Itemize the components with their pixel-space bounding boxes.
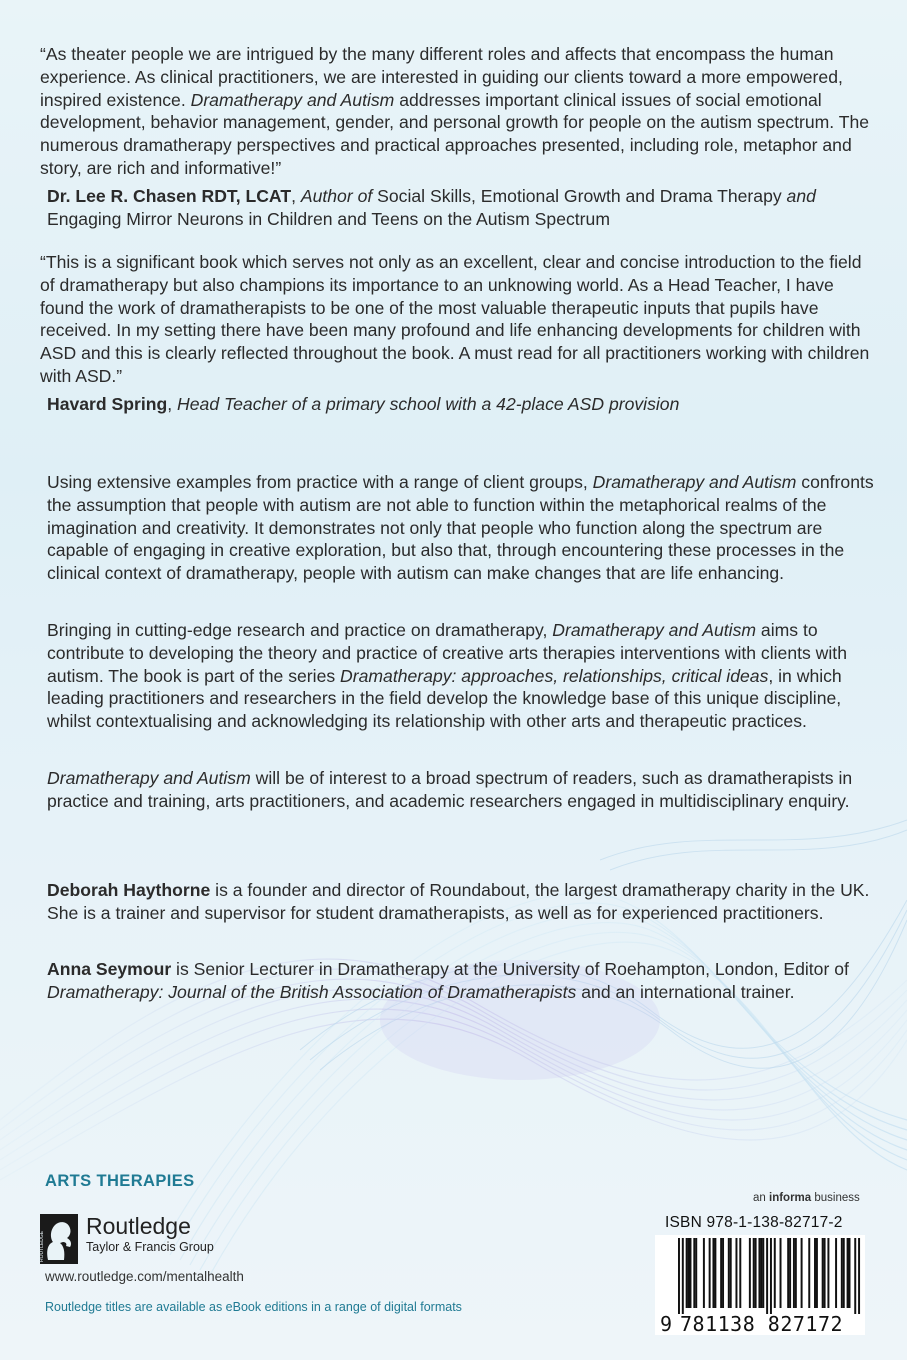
book-title: Dramatherapy and Autism — [592, 472, 797, 492]
barcode-bar — [720, 1238, 722, 1308]
barcode-bar — [789, 1238, 791, 1308]
publisher-name: Routledge — [86, 1213, 191, 1239]
endorsement-quote-1 — [40, 43, 880, 230]
text: Bringing in cutting-edge research and practice on dramatherapy, — [47, 620, 553, 640]
barcode-bar — [755, 1238, 757, 1308]
barcode-bar — [762, 1238, 764, 1308]
barcode-bar — [682, 1238, 684, 1314]
informa-suffix: business — [811, 1192, 860, 1204]
endorser-name: Dr. Lee R. Chasen RDT, LCAT — [47, 185, 292, 206]
barcode-bar — [814, 1238, 816, 1308]
description-paragraph-3 — [47, 767, 887, 813]
barcode-bar — [712, 1238, 714, 1308]
isbn: ISBN 978-1-138-82717-2 — [665, 1214, 843, 1231]
barcode-bar — [760, 1238, 762, 1308]
barcode-bar — [686, 1238, 688, 1308]
author-bio-text: is a founder and director of Roundabout, the largest dramatherapy charity in the UK. She is a trainer and supervisor for student dramatherapists, as well as for experienced practitioners. — [47, 880, 870, 923]
barcode-bar — [695, 1238, 697, 1308]
publisher-name-block — [86, 1214, 214, 1254]
barcode-bar — [816, 1238, 818, 1308]
publisher-logo — [40, 1214, 214, 1264]
endorsement-quote-2 — [40, 251, 880, 416]
quote-text-part: addresses important clinical issues of social emotional development, behavior management, gender, and personal growth for people on the autism spectrum. The numerous dramatherapy perspectives and practical approaches presented, including role, metaphor and story, are rich and informative!” — [40, 89, 870, 178]
barcode-bar — [822, 1238, 824, 1308]
book-title: Dramatherapy and Autism — [552, 620, 757, 640]
endorser-role: Head Teacher of a primary school with a 42-place ASD provision — [177, 393, 680, 414]
author-bio-text: and an international trainer. — [576, 981, 795, 1002]
barcode-bar — [801, 1238, 803, 1308]
barcode-bar — [835, 1238, 837, 1308]
description-paragraph-1 — [47, 471, 887, 585]
barcode-bar — [693, 1238, 695, 1308]
barcode-bar — [827, 1238, 829, 1308]
endorser-role: Author of — [300, 185, 373, 206]
informa-brand: informa — [769, 1192, 812, 1204]
barcode-bar — [678, 1238, 680, 1314]
separator: , — [167, 393, 178, 414]
barcode-bar — [795, 1238, 797, 1308]
informa-prefix: an — [753, 1192, 769, 1204]
quote-attribution — [47, 393, 880, 416]
barcode-bar — [808, 1238, 810, 1308]
quote-text — [40, 43, 880, 180]
barcode-bar — [703, 1238, 705, 1308]
quote-text-part: “As theater people we are intrigued by the many different roles and affects that encompass the human experience. As clinical practitioners, we are interested in guiding our clients toward a more empowered, inspired existence. — [40, 44, 843, 110]
barcode-bar — [739, 1238, 741, 1308]
publisher-subtitle: Taylor & Francis Group — [86, 1240, 214, 1254]
barcode-bar — [780, 1238, 782, 1308]
author-name: Anna Seymour — [47, 959, 172, 979]
quote-book-title: Dramatherapy and Autism — [190, 89, 395, 110]
informa-business-note — [753, 1192, 860, 1204]
barcode-bar — [766, 1238, 768, 1314]
author-bio-2 — [47, 958, 887, 1004]
barcode-bar — [787, 1238, 789, 1308]
barcode-bar — [824, 1238, 826, 1308]
description-paragraph-2 — [47, 619, 887, 733]
barcode-bar — [728, 1238, 730, 1308]
barcode-bar — [714, 1238, 716, 1308]
barcode-bar — [758, 1238, 760, 1308]
barcode-bar — [722, 1238, 724, 1308]
text: will be of interest to a broad spectrum of readers, such as dramatherapists in practice and training, arts practitioners, and academic researchers engaged in multidisciplinary enquiry. — [47, 768, 853, 811]
author-name: Deborah Haythorne — [47, 880, 211, 900]
routledge-profile-logo-icon — [40, 1214, 78, 1264]
barcode-first-digit: 9 — [660, 1312, 673, 1336]
text: aims to contribute to developing the theory and practice of creative arts therapies interventions with clients with autism. The book is part of the series — [47, 620, 847, 686]
barcode-bar — [709, 1238, 711, 1308]
barcode-bar — [858, 1238, 860, 1314]
isbn-barcode — [678, 1238, 860, 1314]
endorser-book: Social Skills, Emotional Growth and Drama Therapy — [372, 185, 787, 206]
book-title: Dramatherapy and Autism — [47, 768, 251, 788]
barcode-bar — [793, 1238, 795, 1308]
publisher-website: www.routledge.com/mentalhealth — [45, 1269, 244, 1284]
text: Using extensive examples from practice with a range of client groups, — [47, 472, 593, 492]
barcode-bar — [688, 1238, 690, 1308]
barcode-remaining-digits: 781138 827172 — [680, 1312, 844, 1336]
quote-attribution — [47, 185, 880, 231]
barcode-bar — [847, 1238, 849, 1308]
endorser-name: Havard Spring — [47, 393, 168, 414]
text: confronts the assumption that people with autism are not able to function within the metaphorical realms of the imagination and creativity. It demonstrates not only that people who function along the spectrum are capable of engaging in creative exploration, but also that, through encountering these processes in the clinical context of dramatherapy, people with autism can make changes that are life enhancing. — [47, 472, 874, 584]
ebook-note: Routledge titles are available as eBook editions in a range of digital formats — [45, 1300, 462, 1314]
barcode-bar — [753, 1238, 755, 1308]
barcode-bar — [735, 1238, 737, 1308]
journal-title: Dramatherapy: Journal of the British Association of Dramatherapists — [47, 981, 577, 1002]
barcode-bar — [774, 1238, 776, 1308]
barcode-bar — [749, 1238, 751, 1308]
conjunction: and — [786, 185, 816, 206]
barcode-bar — [854, 1238, 856, 1314]
barcode-bar — [849, 1238, 851, 1308]
barcode-bar — [843, 1238, 845, 1308]
barcode-bar — [841, 1238, 843, 1308]
endorser-book: Engaging Mirror Neurons in Children and Teens on the Autism Spectrum — [47, 208, 610, 229]
text: , in which leading practitioners and researchers in the field develop the knowledge base of this unique discipline, whilst contextualising and acknowledging its relationship with other arts and therapeutic practices. — [47, 665, 842, 732]
author-bio-1 — [47, 879, 887, 925]
svg-text:ROUTLEDGE: ROUTLEDGE — [39, 1230, 45, 1262]
separator: , — [291, 185, 301, 206]
barcode-bar — [689, 1238, 691, 1308]
quote-text: “This is a significant book which serves not only as an excellent, clear and concise introduction to the field of dramatherapy but also champions its importance to an unknowing world. As a Head Teacher, I have found the work of dramatherapists to be one of the most valuable therapeutic inputs that pupils have received. In my setting there have been many profound and life enhancing developments for children with ASD and this is clearly reflected throughout the book. A must read for all practitioners working with children with ASD.” — [40, 252, 870, 386]
barcode-bar — [770, 1238, 772, 1314]
series-label: ARTS THERAPIES — [45, 1172, 195, 1190]
author-bio-text: is Senior Lecturer in Dramatherapy at the University of Roehampton, London, Editor of — [171, 959, 849, 979]
series-title: Dramatherapy: approaches, relationships, critical ideas — [340, 665, 769, 686]
barcode-bar — [730, 1238, 732, 1308]
